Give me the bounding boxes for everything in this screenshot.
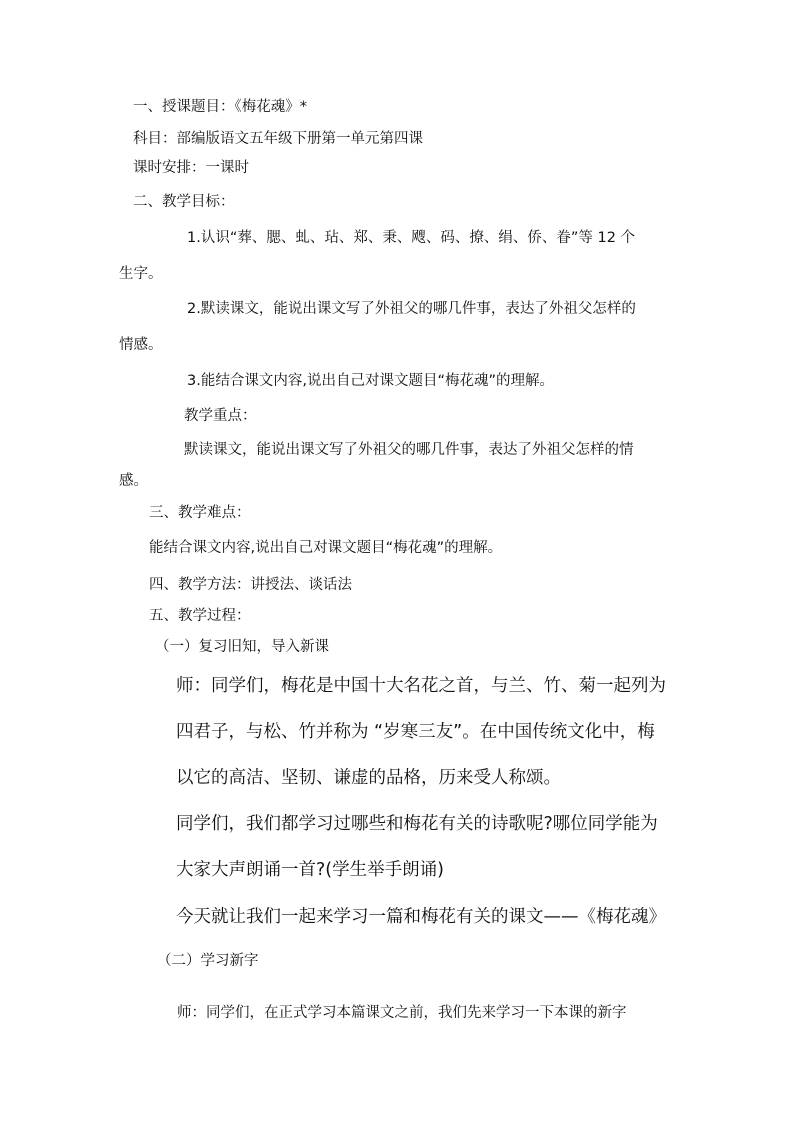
section-heading-difficulty: 三、教学难点：	[149, 505, 251, 521]
section-heading-goals: 二、教学目标：	[133, 194, 235, 210]
subject-line: 科目：部编版语文五年级下册第一单元第四课	[133, 131, 423, 147]
lesson-title-line: 一、授课题目：《梅花魂》*	[133, 99, 307, 115]
goal-2-line-1: 2.默读课文，能说出课文写了外祖父的哪几件事，表达了外祖父怎样的	[187, 301, 636, 317]
teacher-question-line-1: 同学们，我们都学习过哪些和梅花有关的诗歌呢?哪位同学能为	[176, 814, 658, 834]
teacher-intro-line-3: 以它的高洁、坚韧、谦虚的品格，历来受人称颂。	[176, 768, 561, 788]
teacher-intro-line-2: 四君子，与松、竹并称为 “岁寒三友”。在中国传统文化中，梅	[176, 722, 655, 742]
goal-2-line-2: 情感。	[119, 337, 163, 353]
teacher-intro-line-1: 师：同学们，梅花是中国十大名花之首，与兰、竹、菊一起列为	[176, 676, 666, 696]
section-heading-methods: 四、教学方法：讲授法、谈话法	[149, 577, 352, 593]
key-points-line-2: 感。	[119, 473, 148, 489]
difficulty-line: 能结合课文内容,说出自己对课文题目“梅花魂”的理解。	[149, 540, 503, 556]
key-points-heading: 教学重点：	[184, 408, 257, 424]
subsection-review: （一）复习旧知，导入新课	[155, 639, 329, 655]
goal-3-line: 3.能结合课文内容,说出自己对课文题目“梅花魂”的理解。	[187, 373, 554, 389]
class-hours-line: 课时安排：一课时	[133, 160, 249, 176]
teacher-new-characters-line: 师：同学们，在正式学习本篇课文之前，我们先来学习一下本课的新字	[177, 1005, 627, 1021]
key-points-line-1: 默读课文，能说出课文写了外祖父的哪几件事，表达了外祖父怎样的情	[184, 442, 634, 458]
subsection-new-characters: （二）学习新字	[157, 953, 259, 969]
section-heading-process: 五、教学过程：	[149, 608, 251, 624]
goal-1-line-1: 1.认识“葬、腮、虬、玷、郑、秉、飕、码、撩、绢、侨、眷”等 12 个	[187, 230, 636, 246]
teacher-today-line: 今天就让我们一起来学习一篇和梅花有关的课文——《梅花魂》	[176, 907, 666, 927]
goal-1-line-2: 生字。	[119, 266, 163, 282]
teacher-question-line-2: 大家大声朗诵一首?(学生举手朗诵)	[176, 860, 444, 880]
